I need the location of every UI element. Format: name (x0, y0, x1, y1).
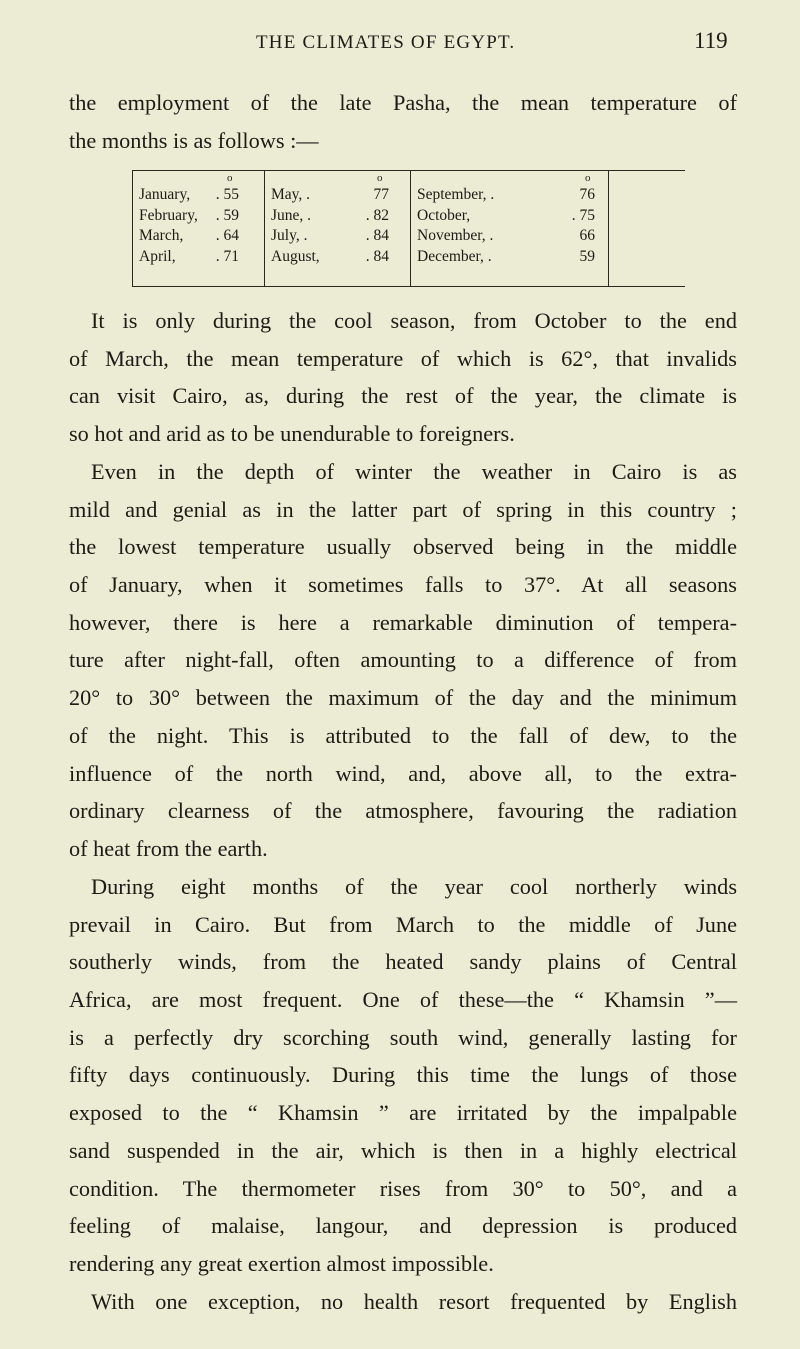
text-line: condition. The thermometer rises from 30° to 50°, and a (69, 1175, 737, 1201)
text-line: can visit Cairo, as, during the rest of the year, the climate is (69, 383, 737, 409)
text-line: however, there is here a remarkable diminution of tempera- (69, 609, 737, 635)
table-row (265, 247, 411, 268)
month-temperature: . 84 (365, 247, 389, 265)
running-title: THE CLIMATES OF EGYPT. (256, 32, 516, 53)
month-name: November, . (417, 227, 494, 244)
month-temperature: . 71 (215, 247, 239, 265)
text-line: It is only during the cool season, from October to the end (91, 308, 737, 333)
table-row (133, 226, 265, 247)
month-temperature: . 59 (215, 206, 239, 224)
table-row (133, 247, 265, 268)
table-row (133, 185, 265, 206)
running-head (0, 26, 800, 62)
table-column-empty (608, 171, 686, 286)
month-name: October, (417, 206, 471, 224)
month-temperature: 76 (579, 186, 595, 203)
month-temperature: . 75 (571, 206, 595, 224)
table-row (411, 206, 609, 227)
month-temperature: 77 (373, 186, 389, 203)
text-line: the months is as follows :— (69, 127, 319, 153)
month-temperature: . 84 (365, 227, 389, 244)
table-row (265, 226, 411, 247)
paragraph-1 (69, 302, 737, 453)
text-line: fifty days continuously. During this time the lungs of those (69, 1062, 737, 1088)
table-column-2 (264, 171, 411, 286)
table-row (411, 247, 609, 268)
page-number: 119 (694, 28, 728, 53)
text-line: During eight months of the year cool northerly winds (91, 874, 737, 899)
month-temperature: . 82 (365, 206, 389, 224)
table-column-1 (132, 171, 265, 286)
text-line: the lowest temperature usually observed being in the middle (69, 534, 737, 560)
text-line: mild and genial as in the latter part of spring in this country ; (69, 496, 737, 522)
table-column-3 (410, 171, 609, 286)
month-name: July, . (271, 227, 308, 244)
month-name: February, (139, 206, 198, 224)
degree-mark: o (227, 172, 233, 184)
degree-mark: o (585, 172, 591, 184)
text-line: exposed to the “ Khamsin ” are irritated by the impalpable (69, 1100, 737, 1126)
month-name: December, . (417, 247, 492, 265)
degree-mark: o (377, 172, 383, 184)
month-temperature: 59 (579, 247, 595, 265)
paragraph-4 (69, 1283, 737, 1321)
text-line: influence of the north wind, and, above all, to the extra- (69, 760, 737, 786)
text-line: prevail in Cairo. But from March to the middle of June (69, 911, 737, 937)
month-name: April, (139, 247, 176, 265)
paragraph-3 (69, 868, 737, 1283)
paragraph-2 (69, 453, 737, 868)
text-line: ordinary clearness of the atmosphere, favouring the radiation (69, 798, 737, 824)
month-temperature: . 55 (215, 186, 239, 203)
temperature-table (132, 170, 685, 287)
month-temperature: . 64 (215, 227, 239, 244)
text-line: With one exception, no health resort frequented by English (91, 1289, 737, 1314)
month-name: June, . (271, 206, 312, 224)
table-row (265, 206, 411, 227)
text-line: feeling of malaise, langour, and depression is produced (69, 1213, 737, 1239)
text-line: so hot and arid as to be unendurable to foreigners. (69, 421, 515, 447)
text-line: Africa, are most frequent. One of these—the “ Khamsin ”— (69, 987, 737, 1013)
table-row (133, 206, 265, 227)
month-name: September, . (417, 186, 495, 203)
text-line: of the night. This is attributed to the fall of dew, to the (69, 722, 737, 748)
intro-paragraph (69, 84, 737, 159)
month-name: August, (271, 247, 320, 265)
text-line: the employment of the late Pasha, the mean temperature of (69, 90, 737, 115)
month-name: May, . (271, 186, 311, 203)
month-temperature: 66 (579, 227, 595, 244)
table-row (411, 185, 609, 206)
text-line: rendering any great exertion almost impossible. (69, 1250, 494, 1276)
month-name: January, (139, 186, 191, 203)
text-line: of March, the mean temperature of which is 62°, that invalids (69, 345, 737, 371)
table-row (411, 226, 609, 247)
text-line: ture after night-fall, often amounting to a difference of from (69, 647, 737, 673)
text-line: sand suspended in the air, which is then in a highly electrical (69, 1137, 737, 1163)
table-row (265, 185, 411, 206)
text-line: is a perfectly dry scorching south wind, generally lasting for (69, 1024, 737, 1050)
month-name: March, (139, 227, 184, 244)
text-line: southerly winds, from the heated sandy plains of Central (69, 949, 737, 975)
text-line: 20° to 30° between the maximum of the day and the minimum (69, 685, 737, 711)
text-line: of January, when it sometimes falls to 37°. At all seasons (69, 572, 737, 598)
text-line: of heat from the earth. (69, 835, 268, 861)
text-line: Even in the depth of winter the weather in Cairo is as (91, 459, 737, 484)
